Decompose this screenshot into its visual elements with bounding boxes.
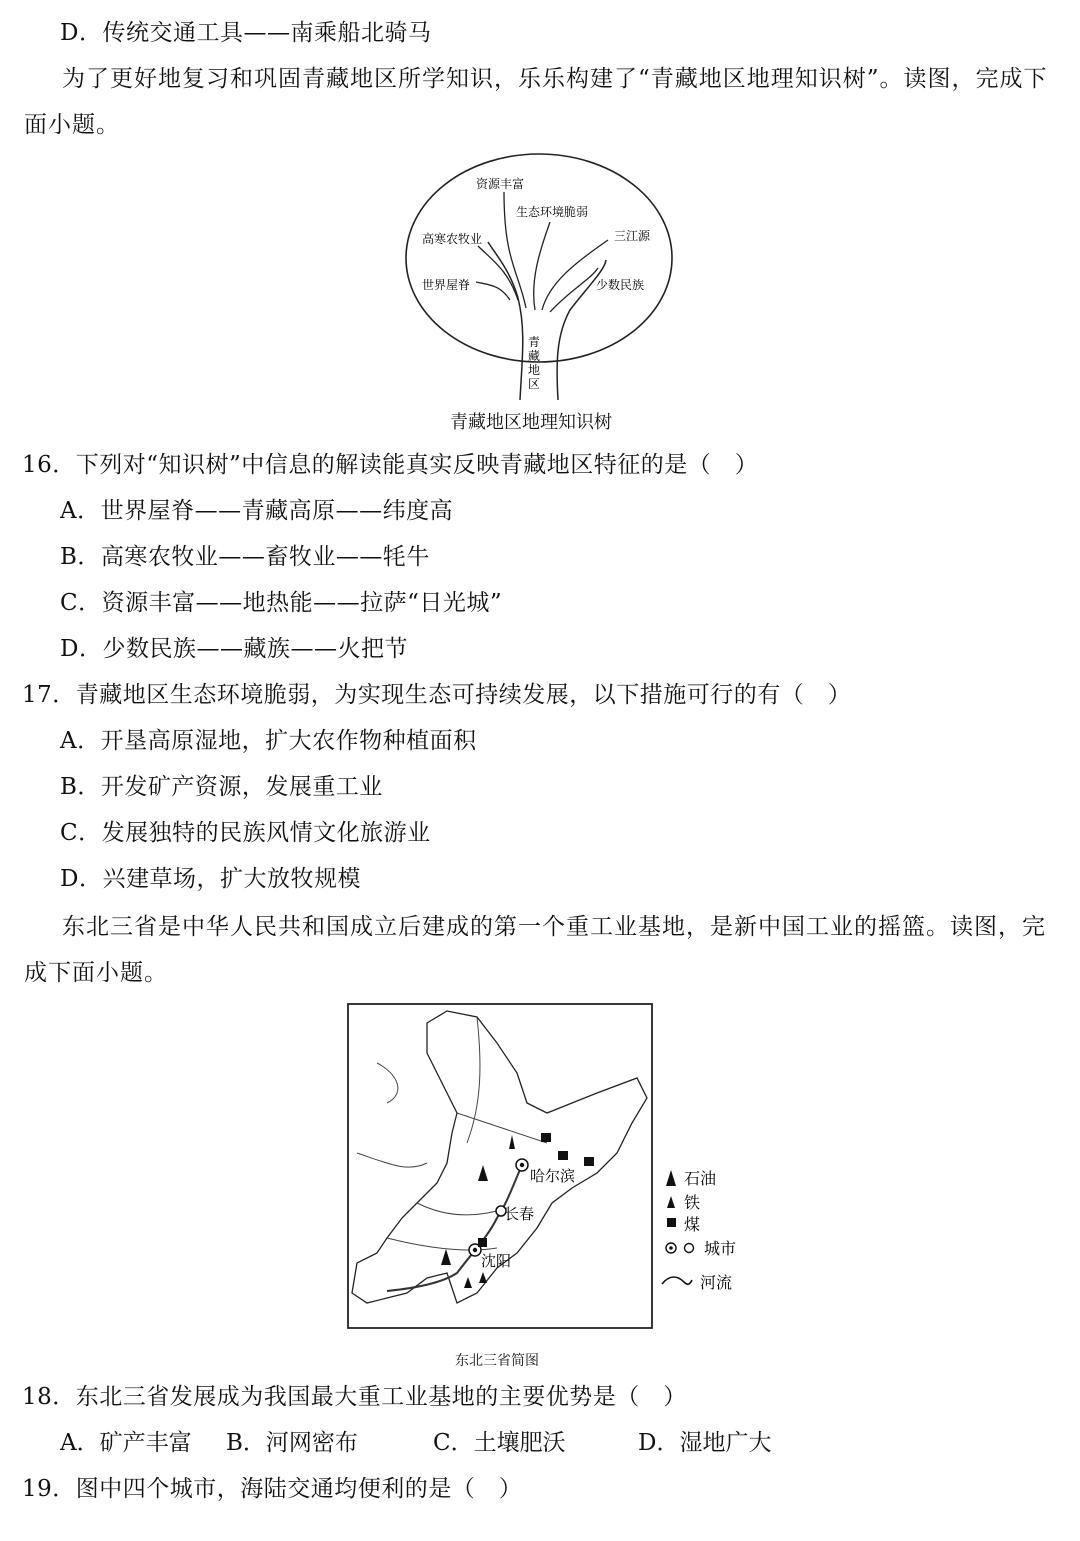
branch-label: 三江源	[614, 229, 651, 243]
legend-iron-label: 铁	[684, 1193, 701, 1212]
intro-paragraph-2: 东北三省是中华人民共和国成立后建成的第一个重工业基地，是新中国工业的摇篮。读图，完成下面小题。	[24, 914, 1046, 986]
legend-oil-symbol	[666, 1170, 676, 1186]
legend-river-symbol	[662, 1277, 692, 1284]
branch-label: 资源丰富	[476, 177, 525, 191]
q16-option-b: B．高寒农牧业——畜牧业——牦牛	[60, 544, 430, 570]
legend-oil-label: 石油	[684, 1169, 717, 1188]
q18-stem: 18．东北三省发展成为我国最大重工业基地的主要优势是（ ）	[22, 1384, 687, 1410]
northeast-map	[347, 1003, 654, 1331]
coal-symbol	[584, 1157, 594, 1166]
branch-label: 高寒农牧业	[422, 232, 483, 246]
legend-city-symbol	[685, 1244, 694, 1253]
q16-option-a: A．世界屋脊——青藏高原——纬度高	[60, 498, 454, 524]
trunk-label: 青	[527, 335, 541, 349]
q18-option-a: A．矿产丰富	[60, 1430, 192, 1456]
coal-symbol	[541, 1133, 551, 1142]
legend-iron-symbol	[667, 1196, 675, 1208]
intro-paragraph-1: 为了更好地复习和巩固青藏地区所学知识，乐乐构建了“青藏地区地理知识树”。读图，完成下面小题。	[24, 66, 1048, 138]
legend-city-label: 城市	[704, 1239, 737, 1258]
map-legend	[660, 1160, 770, 1300]
city-label-shenyang: 沈阳	[481, 1252, 512, 1270]
coal-symbol	[558, 1151, 568, 1160]
q16-stem: 16．下列对“知识树”中信息的解读能真实反映青藏地区特征的是（ ）	[22, 452, 759, 478]
q17-option-c: C．发展独特的民族风情文化旅游业	[60, 820, 431, 846]
city-label-harbin: 哈尔滨	[530, 1167, 576, 1185]
legend-river-label: 河流	[700, 1273, 733, 1292]
q18-option-b: B．河网密布	[226, 1430, 358, 1456]
q17-option-b: B．开发矿产资源，发展重工业	[60, 774, 383, 800]
q17-stem: 17．青藏地区生态环境脆弱，为实现生态可持续发展，以下措施可行的有（ ）	[22, 682, 852, 708]
q19-stem: 19．图中四个城市，海陆交通均便利的是（ ）	[22, 1476, 523, 1502]
trunk-label: 地	[527, 363, 541, 377]
q18-option-c: C．土壤肥沃	[433, 1430, 566, 1456]
tree-caption: 青藏地区地理知识树	[450, 412, 612, 433]
branch-label: 世界屋脊	[422, 278, 471, 292]
q17-option-a: A．开垦高原湿地，扩大农作物种植面积	[60, 728, 477, 754]
q16-option-d: D．少数民族——藏族——火把节	[60, 636, 408, 662]
trunk-label: 区	[527, 377, 541, 391]
city-label-changchun: 长春	[504, 1205, 535, 1223]
map-frame	[348, 1004, 652, 1328]
branch-label: 生态环境脆弱	[516, 205, 589, 219]
coal-symbol	[478, 1238, 487, 1247]
legend-coal-label: 煤	[684, 1215, 701, 1234]
q18-options	[60, 1428, 1060, 1458]
map-caption: 东北三省简图	[455, 1353, 539, 1369]
knowledge-tree-diagram	[400, 150, 690, 410]
q16-option-c: C．资源丰富——地热能——拉萨“日光城”	[60, 590, 503, 616]
legend-coal-symbol	[667, 1218, 676, 1227]
branch-label: 少数民族	[596, 278, 645, 292]
q18-option-d: D．湿地广大	[638, 1430, 772, 1456]
trunk-label: 藏	[527, 349, 541, 363]
option-d-prev: D．传统交通工具——南乘船北骑马	[60, 20, 432, 46]
q17-option-d: D．兴建草场，扩大放牧规模	[60, 866, 361, 892]
trunk-left	[488, 242, 523, 400]
